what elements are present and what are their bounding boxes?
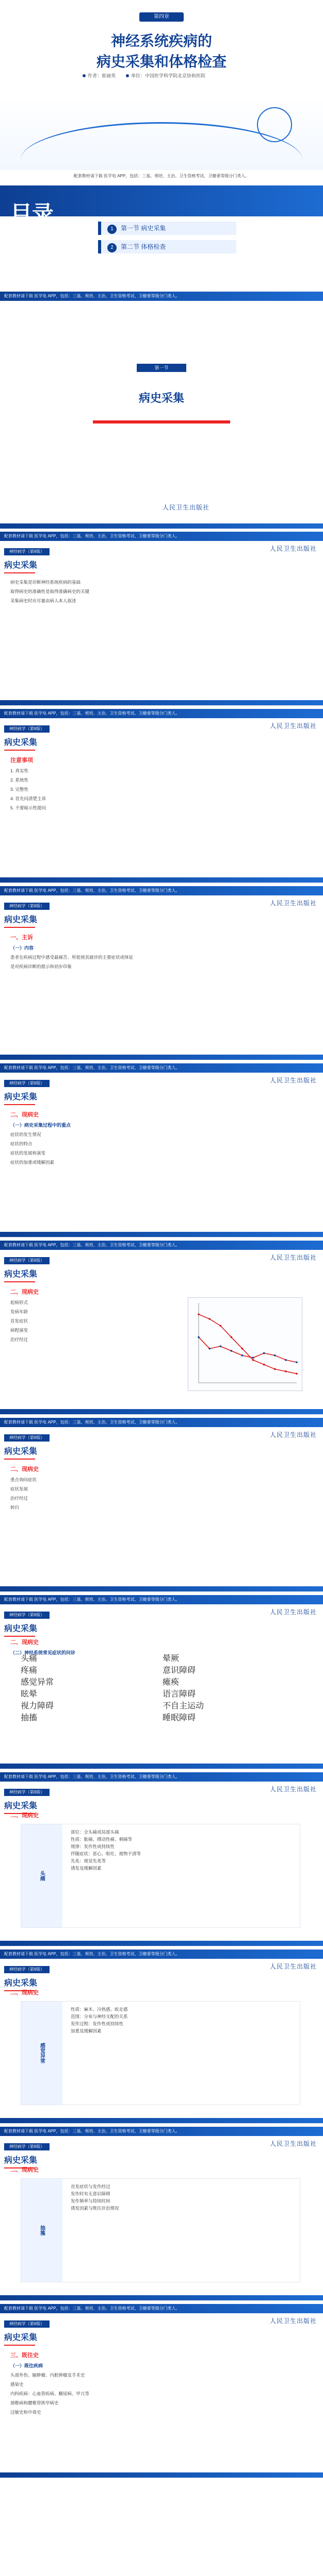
- slide-title: 病史采集: [4, 913, 37, 928]
- subheading: 二、现病史: [10, 1812, 39, 1819]
- slide-content: [10, 1987, 313, 1999]
- topbar: 配套教材请下载 医学电 APP，包括：三基、规培、主治、卫生资格考试、卫健委等级分门类人。: [0, 2127, 323, 2136]
- diagram-right: [71, 1828, 296, 1923]
- right-column: [163, 1652, 299, 1744]
- list-item: 疼痛: [21, 1666, 38, 1675]
- slide-content: [10, 2349, 313, 2417]
- diagram-line: 发作频率与持续时间: [71, 2198, 110, 2204]
- diagram-right: [71, 2006, 296, 2100]
- topbar: 配套教材请下载 医学电 APP，包括：三基、规培、主治、卫生资格考试、卫健委等级分门类人。: [0, 709, 323, 718]
- topbar: 配套教材请下载 医学电 APP，包括：三基、规培、主治、卫生资格考试、卫健委等级分门类人。: [0, 1241, 323, 1250]
- bullet-icon: [83, 74, 86, 77]
- bottom-bar: [0, 1586, 323, 1591]
- data-point: [274, 1354, 276, 1357]
- section-tag: 第一节: [137, 364, 186, 372]
- bullet: 患者在疾病过程中感受最痛苦、所促使其就诊的主要症状或体征: [10, 955, 134, 960]
- two-column-list: [21, 1652, 299, 1744]
- slide-11: [0, 2304, 323, 2478]
- data-point: [274, 1368, 276, 1370]
- book-tag: 神经病学（第9版）: [4, 1966, 50, 1973]
- data-point: [285, 1370, 287, 1372]
- slide-title: 病史采集: [4, 1090, 37, 1105]
- book-tag: 神经病学（第9版）: [4, 548, 50, 555]
- slide-10: [0, 2127, 323, 2301]
- book-tag: 神经病学（第9版）: [4, 1789, 50, 1796]
- diagram-line: 性质：胀痛、搏动性痛、刺痛等: [71, 1837, 133, 1842]
- bottom-bar: [0, 877, 323, 883]
- subheading: 二、现病史: [10, 1466, 39, 1472]
- toc-item-1[interactable]: 1 第一节 病史采集: [98, 222, 236, 235]
- bottom-bar: [0, 523, 323, 529]
- data-point: [198, 1336, 200, 1338]
- topbar: 配套教材请下载 医学电 APP，包括：三基、规培、主治、卫生资格考试、卫健委等级分门类人。: [0, 292, 323, 301]
- cover-title-line2: 病史采集和体格检查: [96, 54, 227, 70]
- slide-title: 病史采集: [4, 1622, 37, 1637]
- subheading: 二、现病史: [10, 1112, 39, 1118]
- toc-number: 2: [107, 243, 117, 252]
- slide-title: 病史采集: [4, 2331, 37, 2346]
- bullet: 内科疾病：心血管疾病、糖尿病、甲亢等: [10, 2391, 90, 2396]
- author: 作者：崔丽英: [83, 72, 116, 79]
- bullet: 症状的发展和演变: [10, 1150, 46, 1156]
- book-tag: 神经病学（第9版）: [4, 2143, 50, 2150]
- slide-title: 病史采集: [4, 736, 37, 751]
- diagram: [21, 1824, 300, 1928]
- data-point: [219, 1325, 221, 1327]
- diagram: [21, 2178, 300, 2282]
- slide-6: [0, 1418, 323, 1592]
- table-of-contents: [0, 185, 323, 283]
- series-group: [198, 1313, 298, 1375]
- bullet: 4. 首先问清楚主诉: [10, 796, 46, 801]
- topbar: 配套教材请下载 医学电 APP，包括：三基、规培、主治、卫生资格考试、卫健委等级分门类人。: [0, 1950, 323, 1959]
- toc-heading: 目录: [10, 201, 54, 226]
- book-tag: 神经病学（第9版）: [4, 1080, 50, 1087]
- book-tag: 神经病学（第9版）: [4, 725, 50, 733]
- diagram-line: 先兆：视觉先兆等: [71, 1858, 106, 1863]
- bottom-bar: [0, 1941, 323, 1946]
- data-point: [208, 1348, 211, 1350]
- bullet: 5. 不要暗示性提问: [10, 805, 46, 810]
- bullet: 首发症状: [10, 1318, 28, 1324]
- slide-8: [0, 1772, 323, 1946]
- publisher-logo: 人民卫生出版社: [269, 1254, 317, 1261]
- chart-box: [188, 1297, 302, 1391]
- chapter-badge: 第四章: [139, 12, 184, 22]
- subheading: 二、现病史: [10, 1639, 39, 1646]
- slide-4: [0, 1063, 323, 1238]
- data-point: [231, 1350, 233, 1352]
- bottom-bar: [0, 2295, 323, 2300]
- data-point: [219, 1345, 221, 1347]
- diagram-left-label: 抽搐: [21, 2179, 62, 2282]
- list-item: 晕厥: [163, 1654, 180, 1663]
- toc-number: 1: [107, 225, 117, 234]
- list-item: 头痛: [21, 1654, 38, 1663]
- globe-icon: [257, 107, 292, 142]
- bullet: 取得病史的准确性是取得准确病史的关键: [10, 589, 90, 594]
- diagram-line: 诱发及缓解因素: [71, 1866, 102, 1871]
- bottom-bar: [0, 2118, 323, 2123]
- diagram-left-label: 头痛: [21, 1824, 62, 1927]
- slide-title: 病史采集: [4, 1799, 37, 1814]
- subheading: 一、主诉: [10, 935, 33, 941]
- publisher-logo: 人民卫生出版社: [269, 2317, 317, 2325]
- slide-content: [10, 1809, 313, 1822]
- cover-title-line1: 神经系统疾病的: [110, 33, 212, 49]
- bullet: 症状的发生情况: [10, 1132, 41, 1137]
- bottom-bar: [0, 1232, 323, 1237]
- slide-content: [10, 754, 313, 813]
- diagram-right: [71, 2183, 296, 2278]
- cover-slide: [0, 0, 323, 289]
- data-point: [263, 1364, 265, 1366]
- book-tag: 神经病学（第9版）: [4, 903, 50, 910]
- list-item: 眩晕: [21, 1690, 38, 1699]
- bottom-bar: [0, 2472, 323, 2478]
- subheading: 二、现病史: [10, 1990, 39, 1996]
- diagram-line: 发作时有无意识障碍: [71, 2191, 110, 2196]
- list-item: 意识障碍: [163, 1666, 196, 1675]
- list-item: 瘫痪: [163, 1678, 180, 1687]
- bullet: 2. 系统性: [10, 777, 28, 783]
- diagram-line: 诱发因素与既往诊治情况: [71, 2206, 119, 2211]
- diagram-line: 首发症状与发作经过: [71, 2184, 110, 2189]
- slide-title: 病史采集: [4, 1267, 37, 1282]
- slide-content: [10, 1286, 179, 1345]
- diagram-line: 伴随症状：恶心、呕吐、视物不清等: [71, 1851, 141, 1856]
- publisher-logo: 人民卫生出版社: [269, 900, 317, 907]
- diagram-left-label: 感觉异常: [21, 2002, 62, 2105]
- sub-subheading: （二）神经系统常见症状的问诊: [10, 1650, 76, 1655]
- bullet: 病程演变: [10, 1328, 28, 1333]
- bottom-bar: [0, 1764, 323, 1769]
- publisher-logo: 人民卫生出版社: [269, 1431, 317, 1438]
- list-item: 不自主运动: [163, 1702, 204, 1710]
- section-title: 病史采集: [138, 392, 184, 404]
- bullet: 过敏史和中毒史: [10, 2410, 41, 2415]
- slide-content: [10, 577, 313, 606]
- sub-subheading: （一）既往疾病: [10, 2363, 43, 2368]
- slide-content: [10, 2164, 313, 2176]
- bullet: 治疗经过: [10, 1496, 28, 1501]
- slide-9: [0, 1950, 323, 2124]
- slide-title: 病史采集: [4, 558, 37, 573]
- slide-5: [0, 1241, 323, 1415]
- topbar: 配套教材请下载 医学电 APP，包括：三基、规培、主治、卫生资格考试、卫健委等级分门类人。: [0, 1772, 323, 1782]
- slide-content: [10, 931, 313, 972]
- bullet: 感染史: [10, 2382, 24, 2387]
- slide-title: 病史采集: [4, 1976, 37, 1991]
- diagram-line: 发作过程：发作性或持续性: [71, 2021, 124, 2026]
- series-line-2: [199, 1337, 297, 1362]
- bullet: 重点询问症状: [10, 1477, 37, 1482]
- list-item: 视力障碍: [21, 1702, 54, 1710]
- data-point: [198, 1313, 200, 1315]
- publisher-logo: 人民卫生出版社: [269, 1786, 317, 1793]
- bullet: 起病形式: [10, 1300, 28, 1305]
- sub-subheading: （一）病史采集过程中的重点: [10, 1123, 71, 1128]
- book-tag: 神经病学（第9版）: [4, 1257, 50, 1264]
- list-item: 抽搐: [21, 1714, 38, 1722]
- bullet: 症状发展: [10, 1486, 28, 1492]
- topbar: 配套教材请下载 医学电 APP，包括：三基、规培、主治、卫生资格考试、卫健委等级分门类人。: [0, 1418, 323, 1427]
- bullet: 头部外伤、脑肿瘤、内脏肿瘤及手术史: [10, 2372, 85, 2378]
- slide-title: 病史采集: [4, 2154, 37, 2168]
- publisher-logo: 人民卫生出版社: [269, 1077, 317, 1084]
- bullet: 发病年龄: [10, 1309, 28, 1314]
- data-point: [241, 1348, 244, 1350]
- bullet: 1. 真实性: [10, 768, 28, 773]
- topbar: 配套教材请下载 医学电 APP，包括：三基、规培、主治、卫生资格考试、卫健委等级分门类人。: [0, 1063, 323, 1073]
- slide-2: [0, 709, 323, 883]
- bullet: 是对疾病诊断的提示和初步印象: [10, 964, 72, 969]
- section-header-slide: [0, 292, 323, 529]
- topbar: 配套教材请下载 医学电 APP，包括：三基、规培、主治、卫生资格考试、卫健委等级分门类人。: [0, 2304, 323, 2313]
- publisher-logo: 人民卫生出版社: [269, 2140, 317, 2147]
- bullet: 3. 完整性: [10, 787, 28, 792]
- slide-content: [10, 1463, 313, 1513]
- left-column: [21, 1652, 157, 1744]
- book-tag: 神经病学（第9版）: [4, 2320, 50, 2328]
- diagram-line: 性质：麻木、冷热感、蚁走感: [71, 2007, 128, 2012]
- topbar: 配套教材请下载 医学电 APP，包括：三基、规培、主治、卫生资格考试、卫健委等级分门类人。: [0, 532, 323, 541]
- subheading: 注意事项: [10, 757, 33, 764]
- cover-people: [83, 72, 237, 79]
- diagram: [21, 2001, 300, 2105]
- diagram-line: 部位：全头痛或局部头痛: [71, 1829, 119, 1835]
- list-item: 语言障碍: [163, 1690, 196, 1699]
- data-point: [285, 1359, 287, 1361]
- subheading: 二、现病史: [10, 2167, 39, 2173]
- list-item: 感觉异常: [21, 1678, 54, 1687]
- diagram-line: 加重及缓解因素: [71, 2028, 102, 2033]
- subheading: 二、现病史: [10, 1289, 39, 1295]
- bullet: 转归: [10, 1505, 20, 1510]
- slide-3: [0, 886, 323, 1060]
- bottom-bar: [0, 1055, 323, 1060]
- topbar: 配套教材请下载 医学电 APP，包括：三基、规培、主治、卫生资格考试、卫健委等级分门类人。: [0, 1595, 323, 1604]
- publisher-logo: 人民卫生出版社: [269, 1608, 317, 1616]
- data-point: [208, 1318, 211, 1320]
- cover-title: [0, 31, 323, 72]
- bullet: 症状的加重或缓解因素: [10, 1160, 55, 1165]
- bullet: 治疗经过: [10, 1337, 28, 1342]
- data-point: [263, 1352, 265, 1354]
- data-point: [252, 1357, 254, 1359]
- book-tag: 神经病学（第9版）: [4, 1434, 50, 1442]
- cover-hero-graphic: [0, 98, 323, 170]
- bullet: 采集病史时应尽量由病人本人叙述: [10, 598, 76, 603]
- section-underline: [93, 420, 230, 423]
- slide-content: [10, 1109, 313, 1167]
- affiliation: 单位：中国医学科学院北京协和医院: [126, 72, 205, 79]
- slide-7: [0, 1595, 323, 1769]
- subheading: 三、既往史: [10, 2352, 39, 2359]
- data-point: [296, 1361, 298, 1363]
- toc-item-2[interactable]: 2 第二节 体格检查: [98, 240, 236, 253]
- topbar: 配套教材请下载 医学电 APP，包括：三基、规培、主治、卫生资格考试、卫健委等级分门类人。: [0, 886, 323, 895]
- sub-subheading: （一）内容: [10, 945, 34, 951]
- data-point: [231, 1336, 233, 1338]
- diagram-line: 范围：分布与神经支配的关系: [71, 2014, 128, 2019]
- series-line-1: [199, 1314, 297, 1374]
- publisher-logo: 人民卫生出版社: [269, 1963, 317, 1970]
- bullet: 病史采集是诊断神经系统疾病的基础: [10, 580, 81, 585]
- slide-title: 病史采集: [4, 1445, 37, 1460]
- data-point: [252, 1359, 254, 1361]
- data-point: [241, 1354, 244, 1357]
- publisher-logo: 人民卫生出版社: [162, 504, 209, 511]
- bullet: 颈椎病和腰椎管狭窄病史: [10, 2400, 59, 2405]
- slide-1: [0, 532, 323, 706]
- bottom-bar: [0, 700, 323, 705]
- diagram-line: 规律：发作性或持续性: [71, 1844, 115, 1849]
- bullet: 症状的特点: [10, 1141, 33, 1146]
- list-item: 睡眠障碍: [163, 1714, 196, 1722]
- bullet-icon: [126, 74, 129, 77]
- bottom-bar: [0, 1409, 323, 1414]
- publisher-logo: 人民卫生出版社: [269, 545, 317, 552]
- book-tag: 神经病学（第9版）: [4, 1612, 50, 1619]
- publisher-logo: 人民卫生出版社: [269, 722, 317, 730]
- data-point: [296, 1372, 298, 1375]
- line-chart: [188, 1298, 302, 1391]
- publisher-line: 配套教材请下载 医学电 APP，包括：三基、规培、主治、卫生资格考试、卫健委等级分门类人。: [73, 174, 250, 178]
